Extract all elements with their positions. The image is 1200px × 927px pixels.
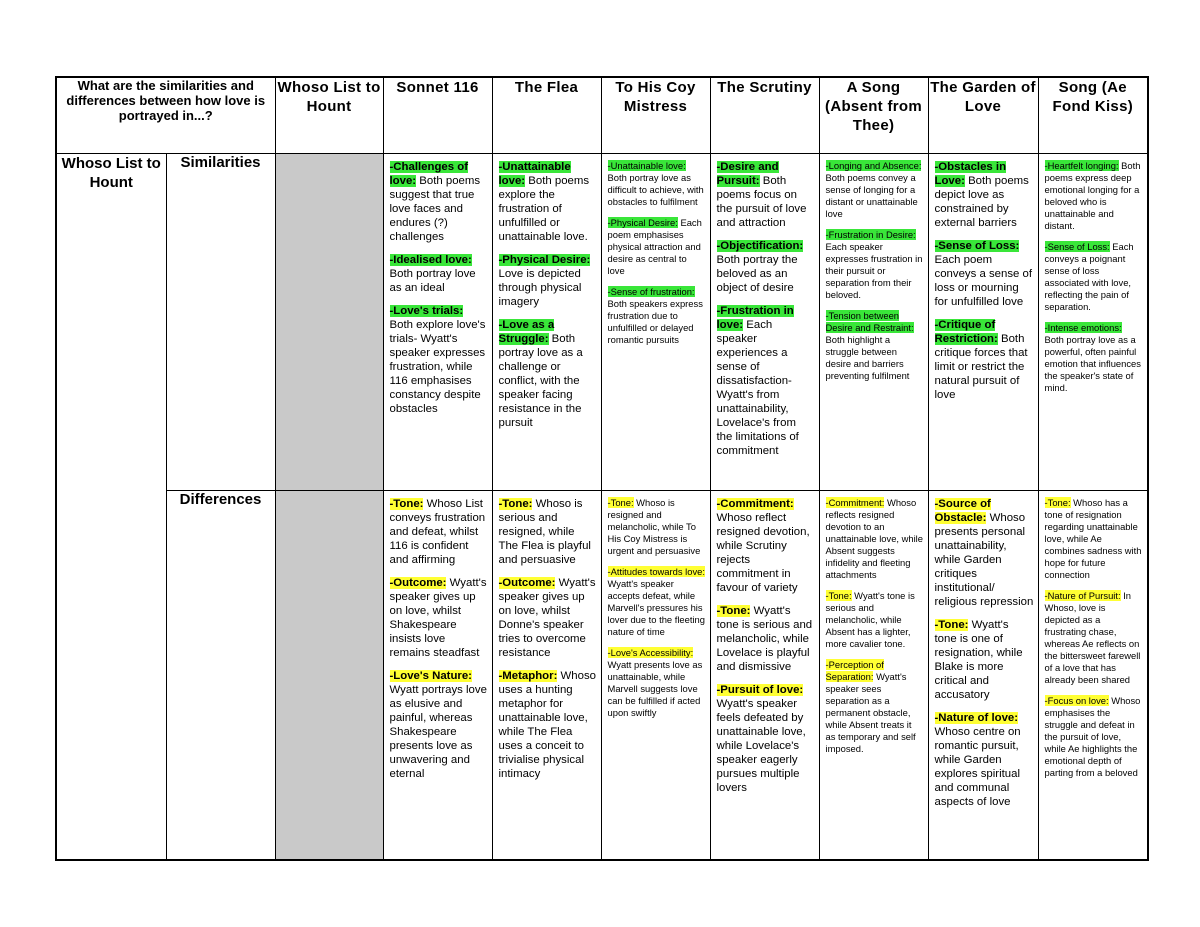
point-heading: -Sense of frustration: bbox=[607, 285, 695, 297]
point bbox=[717, 604, 815, 674]
point-text: Both poems convey a sense of longing for a distant or unattainable love bbox=[825, 171, 918, 219]
point-text: Wyatt's speaker gives up on love, whilst Donne's speaker tries to overcome resistance bbox=[498, 576, 596, 659]
point bbox=[1045, 160, 1144, 232]
point-heading: -Tension between Desire and Restraint: bbox=[825, 309, 914, 333]
point bbox=[717, 304, 815, 458]
point-text: Wyatt's speaker sees separation as a permanent obstacle, while Absent treats it as temporary and self imposed. bbox=[825, 670, 916, 754]
similarities-row bbox=[56, 153, 1148, 490]
point bbox=[390, 253, 488, 295]
point-heading: -Love's Accessibility: bbox=[607, 646, 694, 658]
point-heading: -Commitment: bbox=[825, 496, 885, 508]
point bbox=[499, 669, 597, 781]
point bbox=[608, 566, 706, 638]
point-heading: -Metaphor: bbox=[498, 669, 558, 682]
differences-cell bbox=[601, 490, 710, 860]
point-heading: -Tone: bbox=[607, 496, 634, 508]
point-heading: -Idealised love: bbox=[389, 253, 472, 266]
point-text: Both poems depict love as constrained by external barriers bbox=[934, 174, 1029, 229]
point-text: Both poems suggest that true love faces and endures (?) challenges bbox=[389, 174, 481, 243]
point-heading: -Frustration in Desire: bbox=[825, 228, 916, 240]
point-text: Each poem conveys a sense of loss or mourning for unfulfilled love bbox=[934, 253, 1033, 308]
point-heading: -Perception of Separation: bbox=[825, 658, 884, 682]
point-heading: -Attitudes towards love: bbox=[607, 565, 705, 577]
point-text: Each conveys a poignant sense of loss associated with love, reflecting the pain of separation. bbox=[1044, 240, 1134, 312]
point bbox=[499, 253, 597, 309]
point bbox=[608, 217, 706, 277]
point-heading: -Pursuit of love: bbox=[716, 683, 804, 696]
point-text: Both portray love as difficult to achieve, with obstacles to fulfilment bbox=[607, 171, 704, 207]
point-heading: -Longing and Absence: bbox=[825, 159, 922, 171]
blank-cell bbox=[275, 490, 383, 860]
point-text: Both poems focus on the pursuit of love and attraction bbox=[716, 174, 807, 229]
point-heading: -Sense of Loss: bbox=[934, 239, 1020, 252]
point-heading: -Challenges of love: bbox=[389, 160, 468, 187]
point bbox=[608, 647, 706, 719]
point bbox=[1045, 695, 1144, 779]
differences-cell bbox=[710, 490, 819, 860]
point bbox=[608, 497, 706, 557]
point-heading: -Outcome: bbox=[498, 576, 556, 589]
point-heading: -Tone: bbox=[934, 618, 969, 631]
point-text: Each poem emphasises physical attraction and desire as central to love bbox=[607, 216, 702, 276]
differences-cell bbox=[928, 490, 1038, 860]
point-heading: -Intense emotions: bbox=[1044, 321, 1122, 333]
differences-label: Differences bbox=[166, 490, 275, 860]
similarities-cell bbox=[819, 153, 928, 490]
similarities-cell bbox=[601, 153, 710, 490]
point bbox=[826, 497, 924, 581]
point bbox=[608, 286, 706, 346]
blank-cell bbox=[275, 153, 383, 490]
point-text: Wyatt's tone is serious and melancholic, while Absent has a lighter, more cavalier tone. bbox=[825, 589, 915, 649]
point bbox=[499, 497, 597, 567]
similarities-cell bbox=[710, 153, 819, 490]
point-heading: -Outcome: bbox=[389, 576, 447, 589]
point bbox=[717, 497, 815, 595]
point-text: Wyatt's tone is serious and melancholic, while Lovelace is playful and dismissive bbox=[716, 604, 813, 673]
point-text: Each speaker expresses frustration in their pursuit or separation from their beloved. bbox=[825, 240, 923, 300]
point bbox=[608, 160, 706, 208]
point-heading: -Frustration in love: bbox=[716, 304, 794, 331]
similarities-cell bbox=[928, 153, 1038, 490]
point-heading: -Unattainable love: bbox=[607, 159, 686, 171]
point-text: In Whoso, love is depicted as a frustrating chase, whereas Ae reflects on the bittersweet farewell of a love that has already been shared bbox=[1044, 589, 1141, 685]
point bbox=[826, 229, 924, 301]
poem-header: A Song (Absent from Thee) bbox=[819, 77, 928, 153]
point-text: Both portray the beloved as an object of desire bbox=[716, 253, 798, 294]
point bbox=[717, 160, 815, 230]
poem-header: The Flea bbox=[492, 77, 601, 153]
point-text: Whoso reflects resigned devotion to an unattainable love, while Absent suggests infidelity and fleeting attachments bbox=[825, 496, 923, 580]
point-text: Whoso uses a hunting metaphor for unattainable love, while The Flea uses a conceit to trivialise physical intimacy bbox=[498, 669, 596, 780]
point-text: Both critique forces that limit or restrict the natural pursuit of love bbox=[934, 332, 1028, 401]
point-heading: -Heartfelt longing: bbox=[1044, 159, 1119, 171]
point bbox=[935, 497, 1034, 609]
point-text: Both speakers express frustration due to unfulfilled or delayed romantic pursuits bbox=[607, 297, 703, 345]
point-text: Whoso List conveys frustration and defeat, whilst 116 is confident and affirming bbox=[389, 497, 486, 566]
differences-row bbox=[56, 490, 1148, 860]
differences-cell bbox=[819, 490, 928, 860]
point bbox=[390, 304, 488, 416]
point bbox=[390, 576, 488, 660]
point bbox=[1045, 497, 1144, 581]
comparison-table bbox=[55, 76, 1149, 861]
point bbox=[826, 310, 924, 382]
point bbox=[390, 497, 488, 567]
point-heading: -Love's Nature: bbox=[389, 669, 472, 682]
question-header: What are the similarities and differences between how love is portrayed in...? bbox=[56, 77, 275, 153]
point-text: Whoso is resigned and melancholic, while To His Coy Mistress is urgent and persuasive bbox=[607, 496, 701, 556]
header-row bbox=[56, 77, 1148, 153]
similarities-cell bbox=[383, 153, 492, 490]
row-label: Whoso List to Hount bbox=[56, 153, 166, 860]
point-heading: -Physical Desire: bbox=[498, 253, 591, 266]
point bbox=[935, 711, 1034, 809]
point-heading: -Tone: bbox=[389, 497, 424, 510]
point-heading: -Focus on love: bbox=[1044, 694, 1109, 706]
point-text: Both poems explore the frustration of unfulfilled or unattainable love. bbox=[498, 174, 590, 243]
point bbox=[499, 160, 597, 244]
point-text: Wyatt portrays love as elusive and painful, whereas Shakespeare presents love as unwavering and eternal bbox=[389, 683, 487, 780]
point-heading: -Sense of Loss: bbox=[1044, 240, 1110, 252]
point-heading: -Nature of Pursuit: bbox=[1044, 589, 1121, 601]
point-heading: -Source of Obstacle: bbox=[934, 497, 991, 524]
point bbox=[935, 318, 1034, 402]
poem-header: The Garden of Love bbox=[928, 77, 1038, 153]
point-text: Both portray love as a challenge or conflict, with the speaker facing resistance in the pursuit bbox=[498, 332, 583, 429]
point-text: Wyatt presents love as unattainable, while Marvell suggests love can be fulfilled if acted upon swiftly bbox=[607, 658, 703, 718]
point bbox=[935, 618, 1034, 702]
point-text: Both highlight a struggle between desire and barriers preventing fulfilment bbox=[825, 333, 910, 381]
poem-header: The Scrutiny bbox=[710, 77, 819, 153]
poem-header: Song (Ae Fond Kiss) bbox=[1038, 77, 1148, 153]
point-heading: -Tone: bbox=[498, 497, 533, 510]
point-text: Both poems express deep emotional longing for a beloved who is unattainable and distant. bbox=[1044, 159, 1141, 231]
point bbox=[826, 590, 924, 650]
point bbox=[390, 669, 488, 781]
point bbox=[935, 160, 1034, 230]
point-text: Whoso presents personal unattainability, while Garden critiques institutional/ religious repression bbox=[934, 511, 1034, 608]
point-text: Wyatt's tone is one of resignation, while Blake is more critical and accusatory bbox=[934, 618, 1023, 701]
differences-cell bbox=[383, 490, 492, 860]
similarities-label: Similarities bbox=[166, 153, 275, 490]
point-heading: -Desire and Pursuit: bbox=[716, 160, 779, 187]
point-text: Whoso emphasises the struggle and defeat in the pursuit of love, while Ae highlights the emotional depth of parting from a beloved bbox=[1044, 694, 1141, 778]
point bbox=[717, 683, 815, 795]
point bbox=[499, 318, 597, 430]
point bbox=[1045, 241, 1144, 313]
point-text: Both portray love as a powerful, often painful emotion that influences the speaker's state of mind. bbox=[1044, 333, 1141, 393]
point-heading: -Tone: bbox=[1044, 496, 1071, 508]
point-text: Each speaker experiences a sense of dissatisfaction- Wyatt's from unattainability, Lovelace's from the limitations of commitment bbox=[716, 318, 799, 457]
point-text: Love is depicted through physical imagery bbox=[498, 267, 582, 308]
point-heading: -Physical Desire: bbox=[607, 216, 678, 228]
point-text: Wyatt's speaker feels defeated by unattainable love, while Lovelace's speaker eagerly pursues multiple lovers bbox=[716, 697, 806, 794]
point-text: Both explore love's trials- Wyatt's speaker expresses frustration, while 116 emphasises constancy despite obstacles bbox=[389, 318, 486, 415]
point-heading: -Obstacles in Love: bbox=[934, 160, 1007, 187]
point-text: Wyatt's speaker gives up on love, whilst Shakespeare insists love remains steadfast bbox=[389, 576, 487, 659]
similarities-cell bbox=[492, 153, 601, 490]
poem-header: Whoso List to Hount bbox=[275, 77, 383, 153]
point bbox=[499, 576, 597, 660]
point-heading: -Love as a Struggle: bbox=[498, 318, 555, 345]
point-heading: -Love's trials: bbox=[389, 304, 464, 317]
point-heading: -Objectification: bbox=[716, 239, 804, 252]
point bbox=[1045, 590, 1144, 686]
point-heading: -Nature of love: bbox=[934, 711, 1019, 724]
point bbox=[717, 239, 815, 295]
differences-cell bbox=[492, 490, 601, 860]
point-heading: -Tone: bbox=[825, 589, 852, 601]
point bbox=[935, 239, 1034, 309]
point-text: Both portray love as an ideal bbox=[389, 267, 476, 294]
point-heading: -Critique of Restriction: bbox=[934, 318, 998, 345]
point bbox=[826, 659, 924, 755]
similarities-cell bbox=[1038, 153, 1148, 490]
point-text: Wyatt's speaker accepts defeat, while Marvell's pressures his lover due to the fleeting nature of time bbox=[607, 577, 705, 637]
poem-header: To His Coy Mistress bbox=[601, 77, 710, 153]
point-text: Whoso centre on romantic pursuit, while Garden explores spiritual and communal aspects of love bbox=[934, 725, 1021, 808]
point bbox=[390, 160, 488, 244]
point-text: Whoso has a tone of resignation regarding unattainable love, while Ae combines sadness with hope for future connection bbox=[1044, 496, 1142, 580]
differences-cell bbox=[1038, 490, 1148, 860]
point-heading: -Tone: bbox=[716, 604, 751, 617]
point-text: Whoso reflect resigned devotion, while Scrutiny rejects commitment in favour of variety bbox=[716, 511, 810, 594]
point-heading: -Unattainable love: bbox=[498, 160, 571, 187]
point bbox=[826, 160, 924, 220]
point bbox=[1045, 322, 1144, 394]
point-text: Whoso is serious and resigned, while The Flea is playful and persuasive bbox=[498, 497, 591, 566]
poem-header: Sonnet 116 bbox=[383, 77, 492, 153]
point-heading: -Commitment: bbox=[716, 497, 794, 510]
